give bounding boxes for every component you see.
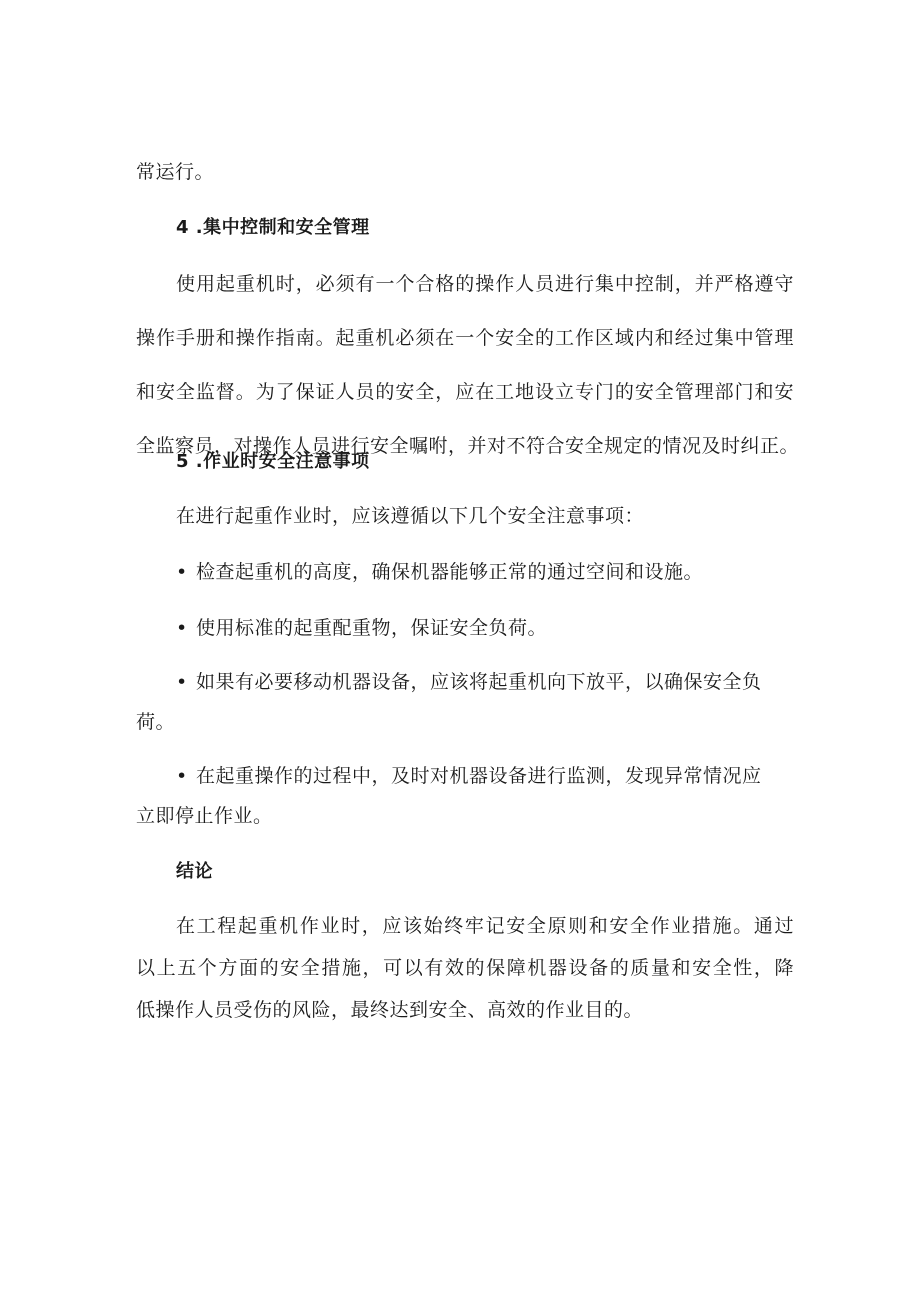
bullet-text: 如果有必要移动机器设备，应该将起重机向下放平，以确保安全负	[196, 671, 762, 693]
continued-paragraph-line: 常运行。	[136, 161, 215, 183]
bullet-dot: •	[176, 671, 188, 693]
bullet-item-3	[176, 670, 762, 694]
bullet-item-4-continuation: 立即停止作业。	[136, 805, 273, 827]
section-4-paragraph-line-3: 和安全监督。为了保证人员的安全，应在工地设立专门的安全管理部门和安	[136, 381, 794, 403]
bullet-text: 使用标准的起重配重物，保证安全负荷。	[196, 617, 548, 639]
conclusion-paragraph-line-1: 在工程起重机作业时，应该始终牢记安全原则和安全作业措施。通过	[176, 915, 794, 937]
section-4-heading: 4 .集中控制和安全管理	[176, 217, 370, 238]
section-4-paragraph-line-2: 操作手册和操作指南。起重机必须在一个安全的工作区域内和经过集中管理	[136, 327, 794, 349]
bullet-dot: •	[176, 561, 188, 583]
section-4-paragraph-line-4: 全监察员，对操作人员进行安全嘱咐，并对不符合安全规定的情况及时纠正。	[136, 435, 800, 457]
bullet-dot: •	[176, 617, 188, 639]
conclusion-paragraph-line-2: 以上五个方面的安全措施，可以有效的保障机器设备的质量和安全性，降	[136, 957, 794, 979]
bullet-text: 在起重操作的过程中，及时对机器设备进行监测，发现异常情况应	[196, 765, 762, 787]
section-5-heading: 5 .作业时安全注意事项	[176, 451, 370, 472]
bullet-item-1	[176, 560, 703, 584]
bullet-item-3-continuation: 荷。	[136, 711, 176, 733]
bullet-dot: •	[176, 765, 188, 787]
bullet-item-4	[176, 764, 762, 788]
conclusion-heading: 结论	[176, 861, 213, 882]
section-5-intro: 在进行起重作业时，应该遵循以下几个安全注意事项：	[176, 505, 645, 527]
bullet-item-2	[176, 616, 547, 640]
bullet-text: 检查起重机的高度，确保机器能够正常的通过空间和设施。	[196, 561, 704, 583]
section-4-paragraph-line-1: 使用起重机时，必须有一个合格的操作人员进行集中控制，并严格遵守	[176, 273, 794, 295]
conclusion-paragraph-line-3: 低操作人员受伤的风险，最终达到安全、高效的作业目的。	[136, 999, 644, 1021]
